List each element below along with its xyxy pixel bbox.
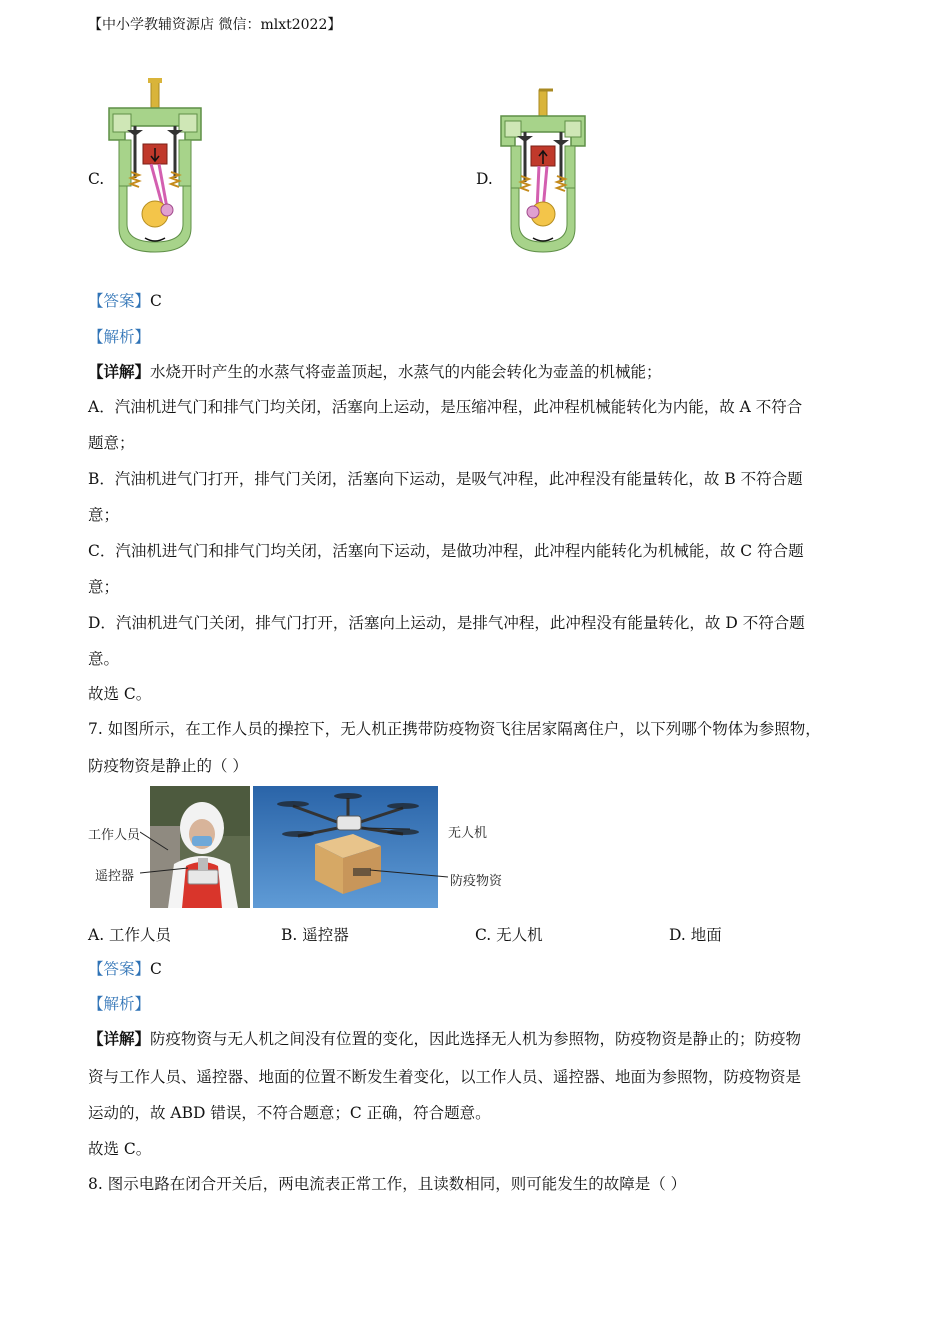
option-d-label: D. [476,170,493,188]
q7-answer [88,959,162,979]
detail-text: 防疫物资与无人机之间没有位置的变化，因此选择无人机为参照物，防疫物资是静止的；防疫物 [150,1030,802,1048]
q7-conclusion: 故选 C。 [88,1140,152,1158]
engine-diagram-c [105,78,205,254]
q7-option-d: D. 地面 [669,926,722,944]
label-worker: 工作人员 [88,828,141,843]
q7-detail-line2: 资与工作人员、遥控器、地面的位置不断发生着变化，以工作人员、遥控器、地面为参照物，防疫物资是 [88,1068,802,1086]
option-c-label: C. [88,170,105,188]
answer-tag: 【答案】 [88,292,151,310]
q6-line-c2: 意； [88,578,120,596]
q7-analysis-tag: 【解析】 [88,995,151,1013]
q8-stem: 8. 图示电路在闭合开关后，两电流表正常工作，且读数相同，则可能发生的故障是（ ） [88,1175,687,1193]
q6-line-a1: A．汽油机进气门和排气门均关闭，活塞向上运动，是压缩冲程，此冲程机械能转化为内能，故 A 不符合 [88,398,803,416]
detail-tag: 【详解】 [88,362,151,381]
q7-option-c: C. 无人机 [475,926,543,944]
q7-detail-line1 [88,1029,801,1049]
q6-line-d2: 意。 [88,650,120,668]
q6-line-a2: 题意； [88,434,135,452]
q6-conclusion: 故选 C。 [88,685,152,703]
q7-option-a: A. 工作人员 [88,926,172,944]
q6-line-c1: C．汽油机进气门和排气门均关闭，活塞向下运动，是做功冲程，此冲程内能转化为机械能，故 C 符合题 [88,542,804,560]
answer-value: C [150,960,162,978]
q6-analysis-tag: 【解析】 [88,328,151,346]
label-remote: 遥控器 [95,869,135,884]
answer-value: C [150,292,162,310]
q7-option-b: B. 遥控器 [281,926,349,944]
q6-detail [88,362,662,382]
q6-line-b1: B．汽油机进气门打开，排气门关闭，活塞向下运动，是吸气冲程，此冲程没有能量转化，故 B 不符合题 [88,470,803,488]
q6-line-d1: D．汽油机进气门关闭，排气门打开，活塞向上运动，是排气冲程，此冲程没有能量转化，故 D 不符合题 [88,614,805,632]
label-supplies: 防疫物资 [450,874,503,889]
q7-stem-line1: 7. 如图所示，在工作人员的操控下，无人机正携带防疫物资飞往居家隔离住户，以下列哪个物体为参照物， [88,720,821,738]
q7-detail-line3: 运动的，故 ABD 错误，不符合题意；C 正确，符合题意。 [88,1104,491,1122]
engine-diagram-d [497,88,589,254]
answer-tag: 【答案】 [88,960,151,978]
callout-lines [140,820,460,890]
label-drone: 无人机 [448,826,488,841]
q7-stem-line2: 防疫物资是静止的（ ） [88,757,248,775]
detail-text: 水烧开时产生的水蒸气将壶盖顶起，水蒸气的内能会转化为壶盖的机械能； [150,363,662,381]
detail-tag: 【详解】 [88,1029,151,1048]
q6-answer [88,291,162,311]
page-header: 【中小学教辅资源店 微信：mlxt2022】 [88,17,342,33]
q6-line-b2: 意； [88,506,120,524]
